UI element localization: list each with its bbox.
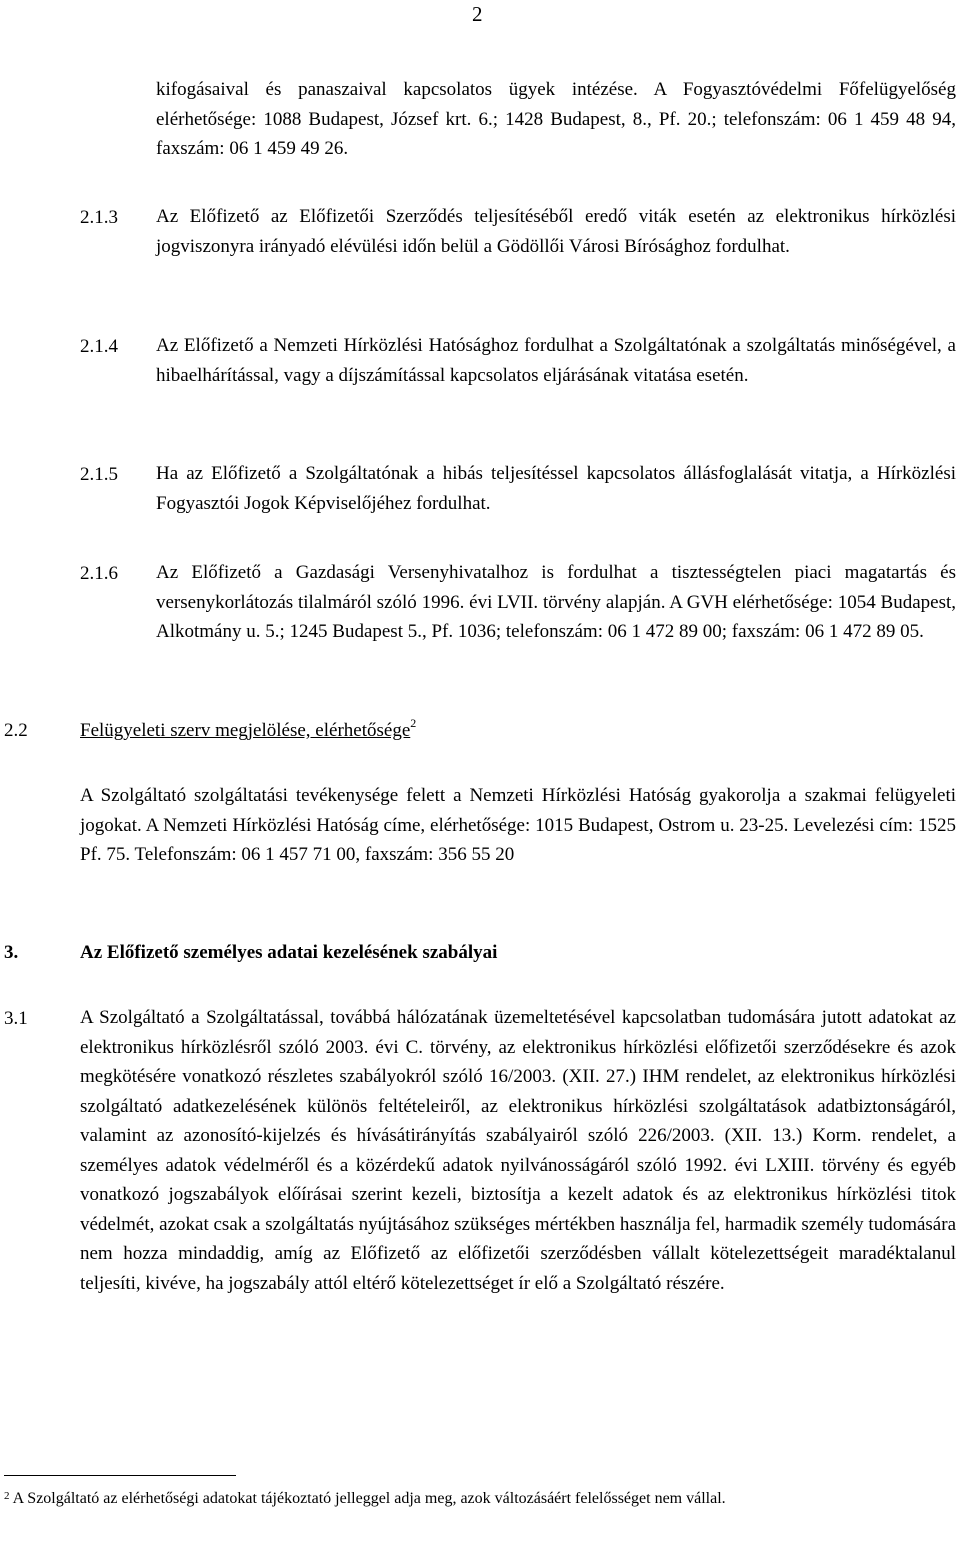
footnote-text: A Szolgáltató az elérhetőségi adatokat tájékoztató jelleggel adja meg, azok változásáért felelősséget nem vállal. — [12, 1490, 726, 1507]
item-text: Az Előfizető az Előfizetői Szerződés teljesítéséből eredő viták esetén az elektronikus hírközlési jogviszonyra irányadó elévülési időn belül a Gödöllői Városi Bírósághoz fordulhat. — [156, 206, 956, 257]
page-number: 2 — [472, 2, 483, 26]
footnote — [4, 1487, 956, 1511]
item-number: 2.1.4 — [80, 336, 118, 357]
section-title: Az Előfizető személyes adatai kezelésének szabályai — [80, 942, 498, 963]
footnote-ref: 2 — [410, 716, 417, 730]
section-number: 3. — [4, 942, 19, 963]
section-heading — [80, 716, 417, 742]
item-number: 2.1.5 — [80, 464, 118, 485]
item-number: 2.1.6 — [80, 563, 118, 584]
footnote-rule — [4, 1475, 236, 1476]
item-number: 2.1.3 — [80, 207, 118, 228]
item-text: Az Előfizető a Gazdasági Versenyhivatalhoz is fordulhat a tisztességtelen piaci magatartás és versenykorlátozás tilalmáról szóló 1996. évi LVII. törvény alapján. A GVH elérhetősége: 1054 Budapest, Alkotmány u. 5.; 1245 Budapest 5., Pf. 1036; telefonszám: 06 1 472 89 00; faxszám: 06 1 472 89 05. — [156, 562, 956, 642]
intro-paragraph: kifogásaival és panaszaival kapcsolatos ügyek intézése. A Fogyasztóvédelmi Főfelügyelőség elérhetősége: 1088 Budapest, József krt. 6.; 1428 Budapest, 8., Pf. 20.; telefonszám: 06 1 459 48 94, faxszám: 06 1 459 49 26. — [156, 79, 956, 159]
section-paragraph: A Szolgáltató szolgáltatási tevékenysége felett a Nemzeti Hírközlési Hatóság gyakorolja a szakmai felügyeleti jogokat. A Nemzeti Hírközlési Hatóság címe, elérhetősége: 1015 Budapest, Ostrom u. 23-25. Levelezési cím: 1525 Pf. 75. Telefonszám: 06 1 457 71 00, faxszám: 356 55 20 — [80, 785, 956, 865]
section-paragraph: A Szolgáltató a Szolgáltatással, továbbá hálózatának üzemeltetésével kapcsolatban tudomására jutott adatokat az elektronikus hírközlésről szóló 2003. évi C. törvény, az elektronikus hírközlési előfizetői szerződésekre és azok megkötésére vonatkozó részletes szabályokról szóló 16/2003. (XII. 27.) IHM rendelet, az elektronikus hírközlési szolgáltató adatkezelésének különös feltételeiről, az elektronikus hírközlési szolgáltatások adatbiztonságáról, valamint az azonosító-kijelzés és hívásátirányítás szabályairól szóló 226/2003. (XII. 13.) Korm. rendelet, a személyes adatok védelméről és a közérdekű adatok nyilvánosságáról szóló 1992. évi LXIII. törvény és egyéb vonatkozó jogszabályok előírásai szerint kezeli, biztosítja a kezelt adatok és az elektronikus hírközlési titok védelmét, azokat csak a szolgáltatás nyújtásához szükséges mértékben használja fel, harmadik személy tudomására nem hozza mindaddig, amíg az Előfizető az előfizetői szerződésben vállalt kötelezettségeit maradéktalanul teljesíti, kivéve, ha jogszabály attól eltérő kötelezettséget ír elő a Szolgáltató részére. — [80, 1007, 956, 1294]
section-number: 3.1 — [4, 1008, 28, 1029]
item-text: Ha az Előfizető a Szolgáltatónak a hibás teljesítéssel kapcsolatos állásfoglalását vitatja, a Hírközlési Fogyasztói Jogok Képviselőjéhez fordulhat. — [156, 463, 956, 514]
item-text: Az Előfizető a Nemzeti Hírközlési Hatósághoz fordulhat a Szolgáltatónak a szolgáltatás minőségével, a hibaelhárítással, vagy a díjszámítással kapcsolatos eljárásának vitatása esetén. — [156, 335, 956, 386]
section-number: 2.2 — [4, 720, 28, 741]
section-title: Felügyeleti szerv megjelölése, elérhetősége — [80, 720, 411, 741]
footnote-mark: 2 — [4, 1490, 10, 1502]
